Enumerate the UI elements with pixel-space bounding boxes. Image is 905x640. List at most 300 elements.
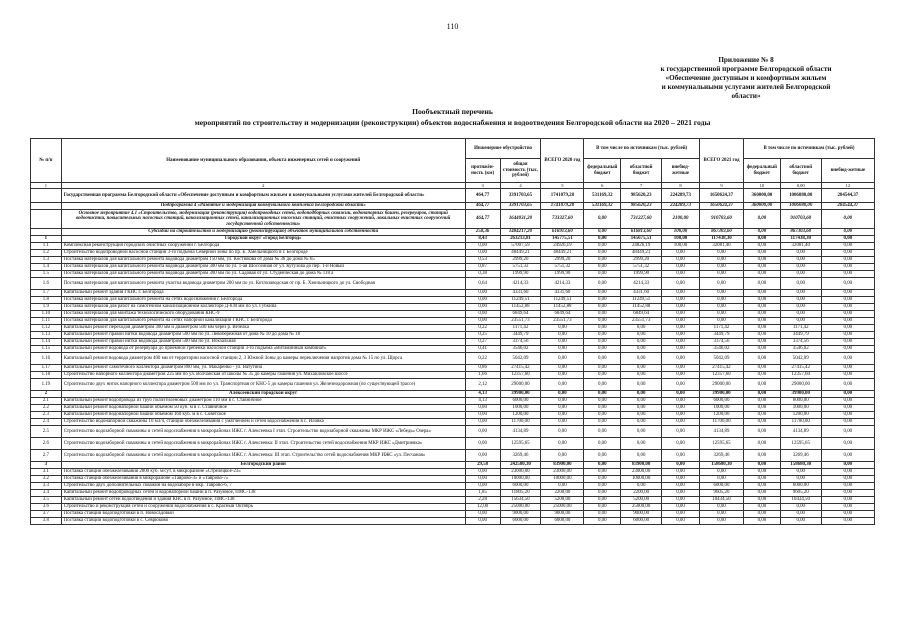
- row-value: 11452,88: [541, 304, 584, 311]
- table-row: [31, 210, 875, 229]
- row-value: 0,00: [584, 372, 621, 379]
- row-value: 1650624,37: [699, 203, 743, 210]
- header-sources-2021: В том числе по источникам (тыс. рублей): [743, 139, 874, 159]
- row-value: 0,00: [821, 304, 874, 311]
- row-value: 0,00: [465, 483, 500, 490]
- row-value: 360000,00: [743, 203, 780, 210]
- row-value: 0,00: [662, 511, 700, 518]
- row-name: Подпрограмма 4 «Развитие и модернизация коммунального комплекса Белгородской области»: [61, 203, 465, 210]
- table-row: [31, 419, 875, 426]
- row-value: 0,00: [743, 325, 780, 332]
- row-value: 1200,00: [500, 412, 541, 419]
- row-value: 0,00: [541, 398, 584, 405]
- row-value: 0,00: [743, 504, 780, 511]
- row-value: 145675,51: [621, 236, 662, 243]
- row-value: 1006080,00: [780, 203, 821, 210]
- row-value: 5751,32: [621, 264, 662, 271]
- row-value: 0,00: [584, 398, 621, 405]
- row-name: Капитальный ремонт правой нитки водовода диаметром 500 мм по ул. Левобережная от дома № 10 до дома № 18: [61, 332, 465, 339]
- row-value: 32081,40: [780, 243, 821, 250]
- row-value: 3449,79: [780, 332, 821, 339]
- table-row: [31, 346, 875, 353]
- row-value: 0,00: [821, 297, 874, 304]
- row-value: 0,00: [743, 297, 780, 304]
- table-row: [31, 476, 875, 483]
- row-number: [31, 210, 62, 229]
- row-number: 3.1: [31, 469, 62, 476]
- column-index: 4: [500, 183, 541, 189]
- row-value: 0,00: [465, 311, 500, 318]
- table-row: [31, 271, 875, 278]
- row-value: 4331,60: [621, 290, 662, 297]
- row-value: 48449,21: [621, 250, 662, 257]
- row-value: 0,00: [541, 325, 584, 332]
- row-value: 6849,64: [541, 311, 584, 318]
- row-value: 0,00: [743, 318, 780, 325]
- row-value: 0,00: [821, 210, 874, 229]
- row-value: 1171,42: [500, 325, 541, 332]
- row-value: 0,00: [584, 353, 621, 365]
- row-value: 0,00: [465, 297, 500, 304]
- row-name: Поставка станции водоподготовки в п. Новосадовый: [61, 511, 465, 518]
- row-value: 0,00: [821, 365, 874, 372]
- row-value: 5042,09: [500, 353, 541, 365]
- row-value: 4331,60: [541, 290, 584, 297]
- row-value: 0,00: [821, 483, 874, 490]
- row-name: Поставка материалов для капитального ремонта на сетях напорной канализации ГКНС г. Белгорода: [61, 318, 465, 325]
- row-value: 0,00: [662, 365, 700, 372]
- row-number: 1.15: [31, 346, 62, 353]
- document-subtitle: мероприятий по строительству и модернизации (реконструкции) объектов водоснабжения и водоотведения Белгородской области на 2020 – 2021 годы: [194, 118, 711, 127]
- row-value: 4134,89: [780, 426, 821, 438]
- row-value: 11249,51: [500, 297, 541, 304]
- row-value: 0,00: [465, 250, 500, 257]
- row-value: 2200,00: [621, 490, 662, 497]
- header-num: № п/п: [31, 139, 62, 183]
- row-value: 258,36: [465, 229, 500, 236]
- row-value: 616913,60: [541, 229, 584, 236]
- row-value: 0,00: [743, 419, 780, 426]
- row-number: [31, 229, 62, 236]
- row-value: 11249,51: [541, 297, 584, 304]
- column-index: 5: [541, 183, 584, 189]
- row-value: 0,00: [780, 311, 821, 318]
- table-row: [31, 497, 875, 504]
- row-value: 0,00: [743, 365, 780, 372]
- row-value: 9000,00: [541, 511, 584, 518]
- row-value: 0,00: [541, 339, 584, 346]
- row-value: 11805,20: [500, 490, 541, 497]
- row-value: 0,22: [465, 325, 500, 332]
- row-value: 10000,00: [500, 476, 541, 483]
- row-value: 0,00: [662, 297, 700, 304]
- row-value: 2,12: [465, 379, 500, 391]
- row-value: 3269,46: [699, 450, 743, 462]
- row-value: 0,00: [465, 476, 500, 483]
- row-value: 0,00: [780, 264, 821, 271]
- row-value: 9000,00: [500, 511, 541, 518]
- row-value: 0,00: [621, 450, 662, 462]
- row-value: 0,00: [743, 243, 780, 250]
- row-value: 0,00: [621, 483, 662, 490]
- row-value: 464,77: [465, 203, 500, 210]
- row-value: 5042,09: [699, 353, 743, 365]
- row-value: 6000,00: [500, 518, 541, 525]
- row-value: 0,00: [743, 391, 780, 398]
- row-value: 0,00: [821, 311, 874, 318]
- row-value: 0,00: [743, 346, 780, 353]
- row-value: 0,00: [584, 264, 621, 271]
- row-value: 4,13: [465, 391, 500, 398]
- table-row: [31, 304, 875, 311]
- row-name: Капитальный ремонт самотечного коллектора диаметром 800 мм, ул. Макаренко - ул. Ватутина: [61, 365, 465, 372]
- row-number: 2.4: [31, 419, 62, 426]
- row-value: 4214,33: [621, 278, 662, 290]
- row-value: 616813,60: [621, 229, 662, 236]
- row-value: 0,00: [584, 438, 621, 450]
- table-row: [31, 450, 875, 462]
- row-number: 3.4: [31, 490, 62, 497]
- table-row: [31, 391, 875, 398]
- row-value: 0,00: [465, 304, 500, 311]
- objects-table: [30, 138, 875, 525]
- row-value: 0,00: [821, 339, 874, 346]
- row-value: 0,00: [662, 438, 700, 450]
- row-value: 0,00: [821, 398, 874, 405]
- row-value: 531169,32: [584, 189, 621, 203]
- table-row: [31, 332, 875, 339]
- row-value: 3374,56: [500, 339, 541, 346]
- appendix-line: области»: [731, 92, 761, 100]
- row-value: 0,00: [743, 490, 780, 497]
- row-value: 0,00: [821, 518, 874, 525]
- row-value: 0,00: [584, 297, 621, 304]
- row-value: 0,00: [541, 372, 584, 379]
- row-value: 0,00: [584, 271, 621, 278]
- row-value: 0,00: [743, 372, 780, 379]
- row-value: 0,86: [465, 365, 500, 372]
- table-row: [31, 511, 875, 518]
- row-value: 5042,09: [780, 353, 821, 365]
- row-value: 1650624,37: [699, 189, 743, 203]
- row-number: 2.5: [31, 426, 62, 438]
- row-value: 4214,33: [541, 278, 584, 290]
- row-value: 0,00: [780, 504, 821, 511]
- header-regional-2021: областной бюджет: [780, 159, 821, 183]
- row-value: 4214,33: [500, 278, 541, 290]
- row-value: 0,00: [821, 372, 874, 379]
- header-total-cost: общая стоимость (тыс. рублей): [500, 159, 541, 183]
- row-number: 2: [31, 391, 62, 398]
- row-value: 3546,02: [780, 346, 821, 353]
- row-value: 0,00: [743, 353, 780, 365]
- row-value: 0,00: [465, 412, 500, 419]
- row-value: 2100,00: [662, 210, 700, 229]
- row-value: 0,00: [584, 476, 621, 483]
- row-value: 0,00: [662, 339, 700, 346]
- row-value: 0,00: [541, 412, 584, 419]
- row-value: 158680,30: [699, 462, 743, 469]
- row-value: 0,00: [662, 490, 700, 497]
- row-value: 0,00: [662, 483, 700, 490]
- row-value: 0,00: [699, 278, 743, 290]
- row-value: 6000,00: [500, 483, 541, 490]
- row-name: Городской округ «Город Белгород»: [61, 236, 465, 243]
- row-value: 39900,00: [699, 391, 743, 398]
- row-value: 284544,37: [821, 203, 874, 210]
- row-value: 0,00: [780, 271, 821, 278]
- row-value: 0,00: [662, 271, 700, 278]
- row-value: 1200,00: [780, 412, 821, 419]
- row-value: 27415,42: [500, 365, 541, 372]
- row-name: Поставка материалов для капитального ремонта на сетях водоснабжения г. Белгорода: [61, 297, 465, 304]
- column-index: 1: [31, 183, 62, 189]
- row-value: 23551,73: [541, 318, 584, 325]
- row-number: [31, 203, 62, 210]
- table-row: [31, 311, 875, 318]
- row-value: 0,00: [662, 290, 700, 297]
- header-extra-2021: внебюд-жетные: [821, 159, 874, 183]
- row-number: 1.12: [31, 325, 62, 332]
- row-value: 12595,65: [500, 438, 541, 450]
- table-row: [31, 490, 875, 497]
- row-value: 0,00: [821, 290, 874, 297]
- row-value: 57007,59: [500, 243, 541, 250]
- table-row: [31, 518, 875, 525]
- row-value: 464,77: [465, 210, 500, 229]
- row-value: 0,00: [662, 379, 700, 391]
- row-value: 0,00: [662, 391, 700, 398]
- row-name: Строительство напорного коллектора диаметром 225 мм по ул. Волчанская от школы № 35 до камеры гашения ул. Михайловское шоссе: [61, 372, 465, 379]
- header-federal: федеральный бюджет: [584, 159, 621, 183]
- row-value: 3391703,65: [500, 189, 541, 203]
- row-value: 0,00: [584, 346, 621, 353]
- row-value: 0,00: [541, 426, 584, 438]
- row-value: 0,00: [699, 504, 743, 511]
- row-value: 0,00: [699, 264, 743, 271]
- row-value: 83900,00: [621, 462, 662, 469]
- row-value: 0,00: [699, 297, 743, 304]
- row-value: 0,00: [465, 243, 500, 250]
- row-value: 0,00: [662, 264, 700, 271]
- row-value: 910703,60: [780, 210, 821, 229]
- row-value: 3269,46: [780, 450, 821, 462]
- row-value: 2999,20: [500, 257, 541, 264]
- row-value: 0,00: [621, 405, 662, 412]
- row-value: 39900,00: [780, 391, 821, 398]
- row-value: 0,00: [584, 339, 621, 346]
- row-value: 1200,00: [699, 412, 743, 419]
- appendix-line: Приложение № 8: [718, 56, 774, 64]
- row-value: 23551,73: [500, 318, 541, 325]
- row-value: 0,00: [780, 290, 821, 297]
- row-value: 0,00: [621, 372, 662, 379]
- row-value: 3374,56: [780, 339, 821, 346]
- row-value: 0,00: [780, 518, 821, 525]
- row-value: 0,00: [743, 405, 780, 412]
- table-row: [31, 325, 875, 332]
- row-value: 0,00: [584, 490, 621, 497]
- row-value: 1000,00: [780, 405, 821, 412]
- header-eng: Инженерное обустройство: [465, 139, 541, 159]
- row-value: 29000,00: [780, 379, 821, 391]
- row-value: 531169,32: [584, 203, 621, 210]
- column-index: 0,00: [780, 183, 821, 189]
- row-value: 0,00: [465, 426, 500, 438]
- row-value: 0,00: [821, 504, 874, 511]
- row-value: 0,00: [821, 511, 874, 518]
- row-number: 1.13: [31, 332, 62, 339]
- row-number: 2.3: [31, 412, 62, 419]
- row-value: 0,00: [584, 318, 621, 325]
- row-value: 0,00: [465, 511, 500, 518]
- row-value: 12595,65: [699, 438, 743, 450]
- header-total-2021: ВСЕГО 2021 год: [699, 139, 743, 183]
- row-value: 8,43: [465, 236, 500, 243]
- row-name: Строительство и реконструкция сетей и сооружений водоснабжения в с. Красный Октябрь: [61, 504, 465, 511]
- row-value: 0,00: [821, 332, 874, 339]
- row-value: 0,00: [662, 504, 700, 511]
- row-value: 2200,00: [541, 490, 584, 497]
- row-value: 0,00: [743, 339, 780, 346]
- row-name: Строительство водозаборной скважины и сетей водоснабжения в микрорайонах ИЖС г. Алексеевка: II этап. Строительство сетей водоснабжения МКР ИЖС «Дмитриевка»: [61, 438, 465, 450]
- row-value: 1171,42: [780, 325, 821, 332]
- row-value: 4134,89: [500, 426, 541, 438]
- row-value: 0,00: [541, 450, 584, 462]
- header-length: протяжён-ность (км): [465, 159, 500, 183]
- row-value: 0,00: [465, 318, 500, 325]
- row-value: 48449,21: [541, 250, 584, 257]
- appendix-block: [621, 56, 871, 101]
- row-number: 1.2: [31, 250, 62, 257]
- row-value: 0,00: [584, 518, 621, 525]
- row-value: 0,00: [743, 250, 780, 257]
- row-value: 0,41: [465, 346, 500, 353]
- row-value: 0,00: [743, 476, 780, 483]
- row-value: 0,00: [621, 365, 662, 372]
- row-value: 0,00: [662, 398, 700, 405]
- row-value: 3546,02: [500, 346, 541, 353]
- row-value: 6000,00: [780, 483, 821, 490]
- table-row: [31, 297, 875, 304]
- row-value: 0,00: [743, 332, 780, 339]
- row-value: 0,00: [662, 372, 700, 379]
- row-value: 0,00: [662, 412, 700, 419]
- row-value: 0,00: [584, 391, 621, 398]
- row-value: 0,00: [662, 353, 700, 365]
- row-value: 0,00: [584, 278, 621, 290]
- row-value: 6000,00: [780, 398, 821, 405]
- row-value: 32081,40: [699, 243, 743, 250]
- table-row: [31, 353, 875, 365]
- row-value: 0,00: [743, 483, 780, 490]
- row-value: 0,00: [821, 271, 874, 278]
- row-name: Капитальный ремонт переходов диаметром 300 мм и диаметром 500 мм через р. Везелка: [61, 325, 465, 332]
- row-value: 5200,00: [541, 497, 584, 504]
- row-value: 1999,90: [500, 271, 541, 278]
- row-value: 117438,30: [699, 236, 743, 243]
- row-number: 3.5: [31, 497, 62, 504]
- row-value: 0,00: [743, 264, 780, 271]
- row-value: 1000,00: [699, 405, 743, 412]
- row-value: 5751,32: [500, 264, 541, 271]
- row-value: 0,00: [465, 469, 500, 476]
- row-value: 0,00: [662, 476, 700, 483]
- row-value: 0,00: [699, 318, 743, 325]
- row-value: 9605,20: [780, 490, 821, 497]
- row-value: 0,00: [821, 257, 874, 264]
- row-value: 2,28: [465, 497, 500, 504]
- row-value: 0,00: [621, 339, 662, 346]
- row-value: 0,00: [584, 311, 621, 318]
- column-index: 6: [584, 183, 621, 189]
- row-value: 0,00: [821, 243, 874, 250]
- row-value: 0,00: [699, 257, 743, 264]
- row-value: 0,00: [743, 229, 780, 236]
- row-value: 0,00: [584, 365, 621, 372]
- row-number: 1.4: [31, 264, 62, 271]
- row-number: 1.10: [31, 311, 62, 318]
- row-value: 1644031,20: [500, 210, 541, 229]
- row-value: 0,00: [465, 290, 500, 297]
- row-value: 0,00: [584, 497, 621, 504]
- row-value: 25000,00: [500, 504, 541, 511]
- row-name: Поставка станции водоподготовки в с. Севрюково: [61, 518, 465, 525]
- row-value: 0,00: [699, 511, 743, 518]
- row-value: 0,00: [821, 462, 874, 469]
- row-value: 6000,00: [699, 398, 743, 405]
- row-value: 117438,30: [780, 236, 821, 243]
- row-value: 464,77: [465, 189, 500, 203]
- row-value: 100,00: [662, 243, 700, 250]
- row-value: 0,00: [621, 419, 662, 426]
- row-value: 0,00: [465, 438, 500, 450]
- row-name: Строительство водонапорной скважины 10 м3/ч, станции обезжелезивания с умягчением и сетей водоснабжения в с. Иловка: [61, 419, 465, 426]
- row-value: 11452,88: [500, 304, 541, 311]
- header-extra: внебюд-жетные: [662, 159, 700, 183]
- row-value: 11249,51: [621, 297, 662, 304]
- column-index: 3: [465, 183, 500, 189]
- row-value: 2999,20: [541, 257, 584, 264]
- row-value: 0,00: [743, 469, 780, 476]
- row-name: Строительство водопроводной насосной станции 3-го подъема Северной зоны по пр. Б. Хмельницкого в г. Белгороде: [61, 250, 465, 257]
- row-value: 12,00: [465, 504, 500, 511]
- row-value: 0,00: [465, 405, 500, 412]
- row-value: 0,00: [821, 325, 874, 332]
- row-value: 83900,00: [541, 462, 584, 469]
- row-value: 10434,50: [699, 497, 743, 504]
- appendix-line: «Обеспечение доступным и комфортным жильем: [665, 74, 827, 82]
- row-name: Строительство водозаборной скважины и сетей водоснабжения в микрорайонах ИЖС г. Алексеевка: III этап. Строительство сетей водоснабжения МКР ИЖС «ул. Песчаная»: [61, 450, 465, 462]
- row-value: 0,00: [621, 379, 662, 391]
- row-value: 0,00: [662, 419, 700, 426]
- row-value: 6000,00: [541, 518, 584, 525]
- row-number: 1: [31, 236, 62, 243]
- row-name: Комплексная реконструкция городских очистных сооружений г. Белгорода: [61, 243, 465, 250]
- row-value: 0,00: [662, 426, 700, 438]
- row-value: 12357,60: [699, 372, 743, 379]
- row-name: Капитальный ремонт правой нитки водовода диаметром 500 мм по ул. Вокзальная: [61, 339, 465, 346]
- row-value: 12595,65: [780, 438, 821, 450]
- row-value: 0,00: [584, 257, 621, 264]
- row-value: 0,00: [584, 243, 621, 250]
- row-value: 0,00: [584, 469, 621, 476]
- table-row: [31, 438, 875, 450]
- row-value: 9000,00: [621, 511, 662, 518]
- row-number: 1.9: [31, 304, 62, 311]
- row-number: 1.17: [31, 365, 62, 372]
- header-total-2020: ВСЕГО 2020 год: [541, 139, 584, 183]
